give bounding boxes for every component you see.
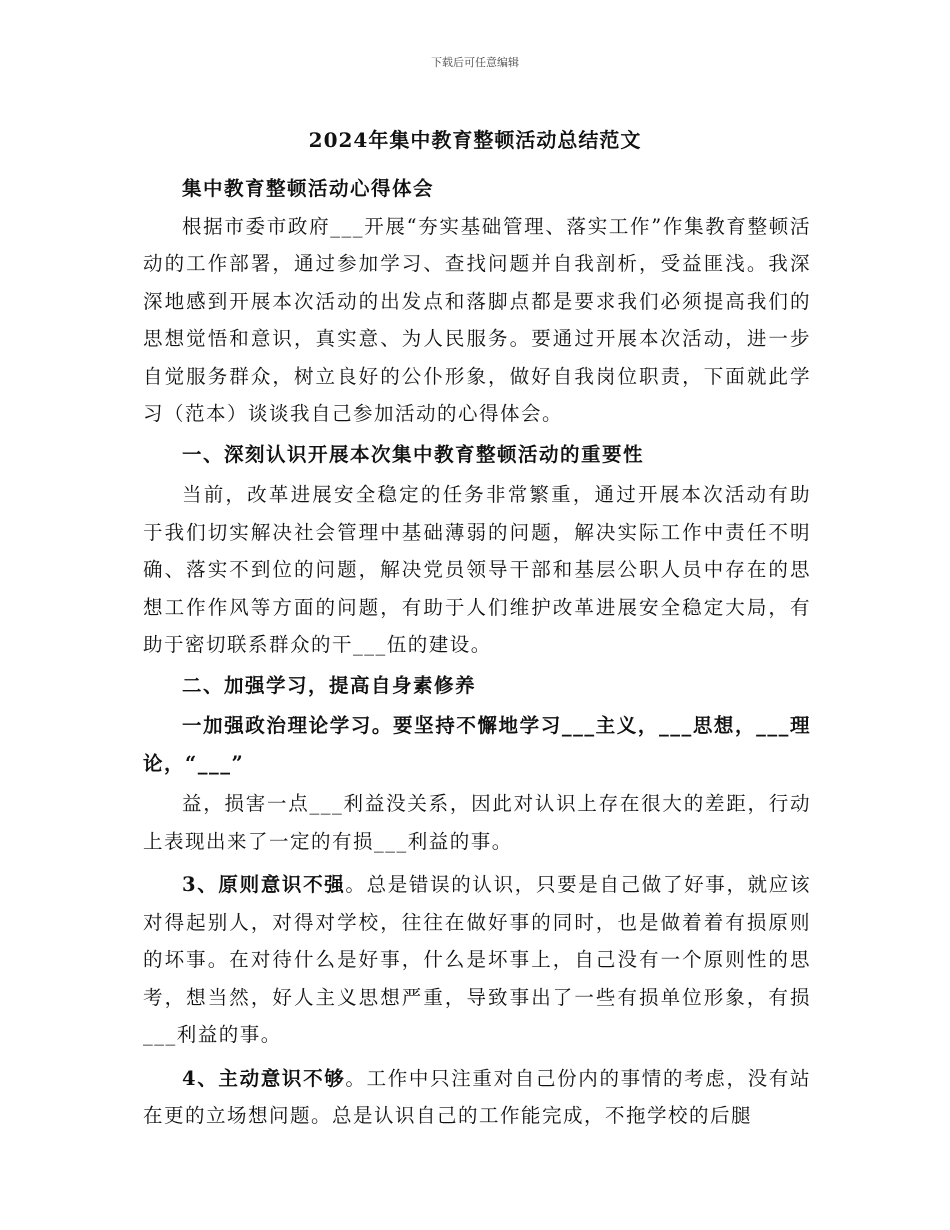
- paragraph-5-body: 。总是错误的认识，只要是自己做了好事，就应该对得起别人，对得对学校，往往在做好事的同时，也是做着着有损原则的坏事。在对待什么是好事，什么是坏事上，自己没有一个原则性的思考，想当然，好人主义思想严重，导致事出了一些有损单位形象，有损___利益的事。: [143, 873, 811, 1046]
- section-heading-1: 一、深刻认识开展本次集中教育整顿活动的重要性: [182, 442, 645, 466]
- page-header-note: 下载后可任意编辑: [431, 56, 519, 69]
- subtitle: 集中教育整顿活动心得体会: [182, 177, 435, 200]
- paragraph-5-lead: 3、原则意识不强: [182, 873, 346, 896]
- paragraph-4: 益，损害一点___利益没关系，因此对认识上存在很大的差距，行动上表现出来了一定的有损___利益的事。: [143, 792, 811, 853]
- paragraph-6-lead: 4、主动意识不够: [182, 1066, 346, 1090]
- document-title: 2024年集中教育整顿活动总结范文: [308, 128, 642, 152]
- paragraph-6: [143, 1060, 811, 1135]
- document-body: [143, 170, 811, 1135]
- paragraph-3: 一加强政治理论学习。要坚持不懈地学习___主义，___思想，___理论，“___”: [143, 714, 811, 775]
- paragraph-6-body: 。工作中只注重对自己份内的事情的考虑，没有站在更的立场想问题。总是认识自己的工作能完成，不拖学校的后腿: [143, 1066, 811, 1127]
- paragraph-5: [143, 866, 811, 1054]
- paragraph-2: 当前，改革进展安全稳定的任务非常繁重，通过开展本次活动有助于我们切实解决社会管理中基础薄弱的问题，解决实际工作中责任不明确、落实不到位的问题，解决党员领导干部和基层公职人员中存在的思想工作作风等方面的问题，有助于人们维护改革进展安全稳定大局，有助于密切联系群众的干___伍的建设。: [143, 483, 811, 656]
- section-heading-2: 二、加强学习，提高自身素修养: [182, 673, 477, 697]
- paragraph-1: 根据市委市政府___开展“夯实基础管理、落实工作”作集教育整顿活动的工作部署，通过参加学习、查找问题并自我剖析，受益匪浅。我深深地感到开展本次活动的出发点和落脚点都是要求我们必须提高我们的思想觉悟和意识，真实意、为人民服务。要通过开展本次活动，进一步自觉服务群众，树立良好的公仆形象，做好自我岗位职责，下面就此学习（范本）谈谈我自己参加活动的心得体会。: [143, 214, 811, 425]
